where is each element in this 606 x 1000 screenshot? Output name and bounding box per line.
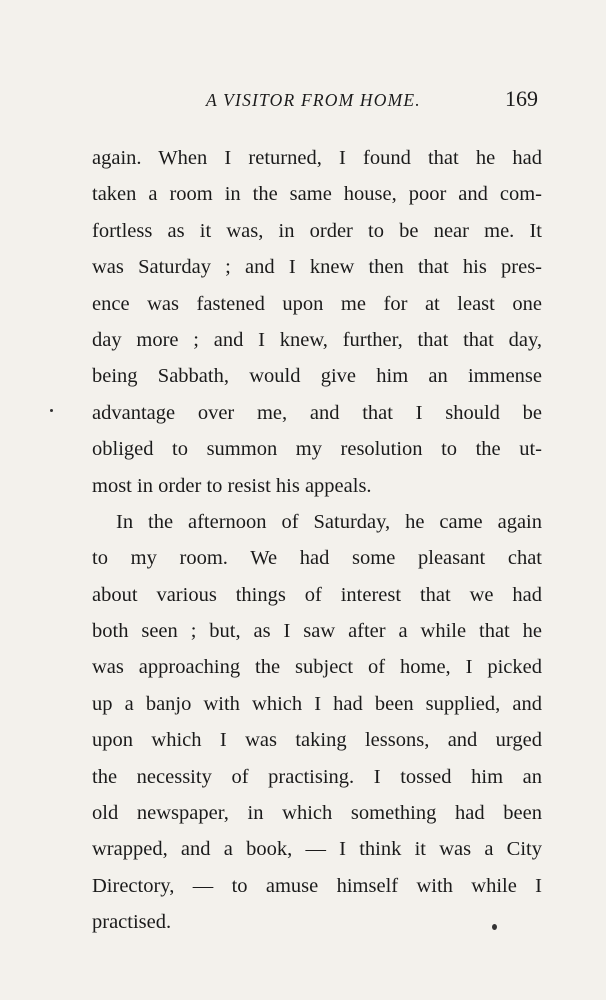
text-line: ence was fastened upon me for at least one — [92, 292, 542, 315]
text-line: advantage over me, and that I should be — [92, 401, 542, 424]
ink-speck — [492, 924, 497, 930]
text-line: both seen ; but, as I saw after a while that he — [92, 620, 542, 643]
paragraph-1 — [92, 140, 542, 504]
text-line: Directory, — to amuse himself with while I — [92, 874, 542, 897]
text-line: again. When I returned, I found that he had — [92, 147, 542, 169]
text-line: was approaching the subject of home, I picked — [92, 656, 542, 679]
text-line: the necessity of practising. I tossed him an — [92, 765, 542, 788]
text-line: day more ; and I knew, further, that that day, — [92, 328, 542, 351]
running-head — [92, 88, 542, 116]
running-title: A VISITOR FROM HOME. — [206, 90, 421, 110]
text-line: practised. — [92, 911, 172, 934]
body-text — [92, 140, 542, 941]
text-line: In the afternoon of Saturday, he came again — [116, 510, 542, 533]
page-number: 169 — [505, 86, 538, 111]
paragraph-2 — [92, 504, 542, 941]
text-line: most in order to resist his appeals. — [92, 474, 372, 497]
text-line: to my room. We had some pleasant chat — [92, 547, 542, 570]
text-line: old newspaper, in which something had been — [92, 802, 542, 825]
text-line: was Saturday ; and I knew then that his pres- — [92, 256, 542, 279]
text-line: taken a room in the same house, poor and com- — [92, 183, 542, 206]
text-line: upon which I was taking lessons, and urged — [92, 729, 542, 752]
text-line: fortless as it was, in order to be near me. It — [92, 219, 542, 242]
text-line: being Sabbath, would give him an immense — [92, 365, 542, 388]
text-line: wrapped, and a book, — I think it was a City — [92, 838, 542, 861]
text-line: up a banjo with which I had been supplied, and — [92, 692, 542, 715]
text-line: about various things of interest that we had — [92, 583, 542, 606]
ink-speck — [50, 409, 53, 412]
text-line: obliged to summon my resolution to the ut- — [92, 438, 542, 461]
